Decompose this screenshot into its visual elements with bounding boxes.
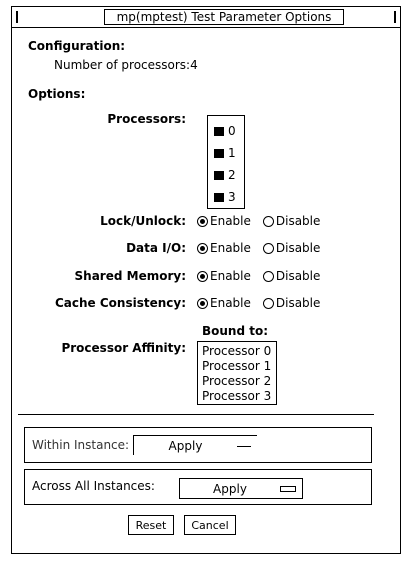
options-heading: Options: bbox=[28, 87, 86, 101]
within-instance-apply-menu[interactable]: Apply bbox=[133, 435, 257, 455]
number-of-processors-text: Number of processors:4 bbox=[54, 58, 198, 72]
processor-checkbox-2[interactable] bbox=[214, 167, 236, 183]
processor-checkbox-1[interactable] bbox=[214, 145, 236, 161]
processors-label: Processors: bbox=[107, 112, 186, 126]
shared-memory-disable-radio[interactable]: Disable bbox=[263, 269, 321, 283]
affinity-list-item[interactable]: Processor 1 bbox=[202, 359, 272, 373]
processor-checkbox-0[interactable] bbox=[214, 123, 236, 139]
checkbox-checked-icon bbox=[214, 171, 224, 180]
cache-consistency-radio-group bbox=[197, 295, 332, 311]
data-io-enable-radio[interactable]: Enable bbox=[197, 241, 251, 255]
radio-unselected-icon bbox=[263, 271, 274, 282]
shared-memory-label: Shared Memory: bbox=[74, 269, 186, 283]
radio-selected-icon bbox=[197, 216, 208, 227]
cache-consistency-label: Cache Consistency: bbox=[54, 296, 186, 310]
processor-label: 0 bbox=[228, 124, 236, 138]
across-instances-label: Across All Instances: bbox=[32, 479, 155, 493]
within-instance-label: Within Instance: bbox=[32, 438, 130, 452]
reset-button[interactable]: Reset bbox=[128, 515, 174, 535]
shared-memory-radio-group bbox=[197, 268, 332, 284]
checkbox-checked-icon bbox=[214, 193, 224, 202]
test-parameter-window bbox=[11, 6, 401, 554]
processor-affinity-list[interactable] bbox=[197, 341, 277, 405]
affinity-list-item[interactable]: Processor 3 bbox=[202, 389, 272, 403]
lock-unlock-enable-radio[interactable]: Enable bbox=[197, 214, 251, 228]
separator bbox=[18, 414, 374, 415]
radio-selected-icon bbox=[197, 243, 208, 254]
radio-unselected-icon bbox=[263, 216, 274, 227]
shared-memory-enable-radio[interactable]: Enable bbox=[197, 269, 251, 283]
lock-unlock-label: Lock/Unlock: bbox=[100, 214, 186, 228]
processor-checkbox-3[interactable] bbox=[214, 189, 236, 205]
menu-indicator-icon bbox=[280, 486, 296, 492]
data-io-disable-radio[interactable]: Disable bbox=[263, 241, 321, 255]
window-title: mp(mptest) Test Parameter Options bbox=[104, 9, 344, 25]
bound-to-label: Bound to: bbox=[202, 324, 269, 338]
checkbox-checked-icon bbox=[214, 149, 224, 158]
data-io-label: Data I/O: bbox=[126, 241, 186, 255]
within-instance-group bbox=[24, 427, 372, 463]
checkbox-checked-icon bbox=[214, 127, 224, 136]
affinity-list-item[interactable]: Processor 0 bbox=[202, 344, 272, 358]
title-bar bbox=[12, 7, 400, 28]
data-io-radio-group bbox=[197, 240, 332, 256]
processor-affinity-label: Processor Affinity: bbox=[61, 341, 186, 355]
across-instances-apply-menu[interactable]: Apply bbox=[179, 478, 303, 499]
cache-consistency-disable-radio[interactable]: Disable bbox=[263, 296, 321, 310]
processor-label: 2 bbox=[228, 168, 236, 182]
radio-selected-icon bbox=[197, 298, 208, 309]
across-instances-group bbox=[24, 469, 372, 505]
affinity-list-item[interactable]: Processor 2 bbox=[202, 374, 272, 388]
processors-list bbox=[207, 115, 245, 209]
processor-label: 1 bbox=[228, 146, 236, 160]
window-resize-icon[interactable] bbox=[394, 11, 396, 23]
lock-unlock-disable-radio[interactable]: Disable bbox=[263, 214, 321, 228]
radio-unselected-icon bbox=[263, 243, 274, 254]
cancel-button[interactable]: Cancel bbox=[184, 515, 236, 535]
processor-label: 3 bbox=[228, 190, 236, 204]
menu-indicator-icon bbox=[237, 444, 251, 447]
configuration-heading: Configuration: bbox=[28, 39, 126, 53]
cache-consistency-enable-radio[interactable]: Enable bbox=[197, 296, 251, 310]
window-menu-icon[interactable] bbox=[16, 11, 18, 23]
radio-selected-icon bbox=[197, 271, 208, 282]
radio-unselected-icon bbox=[263, 298, 274, 309]
lock-unlock-radio-group bbox=[197, 213, 332, 229]
